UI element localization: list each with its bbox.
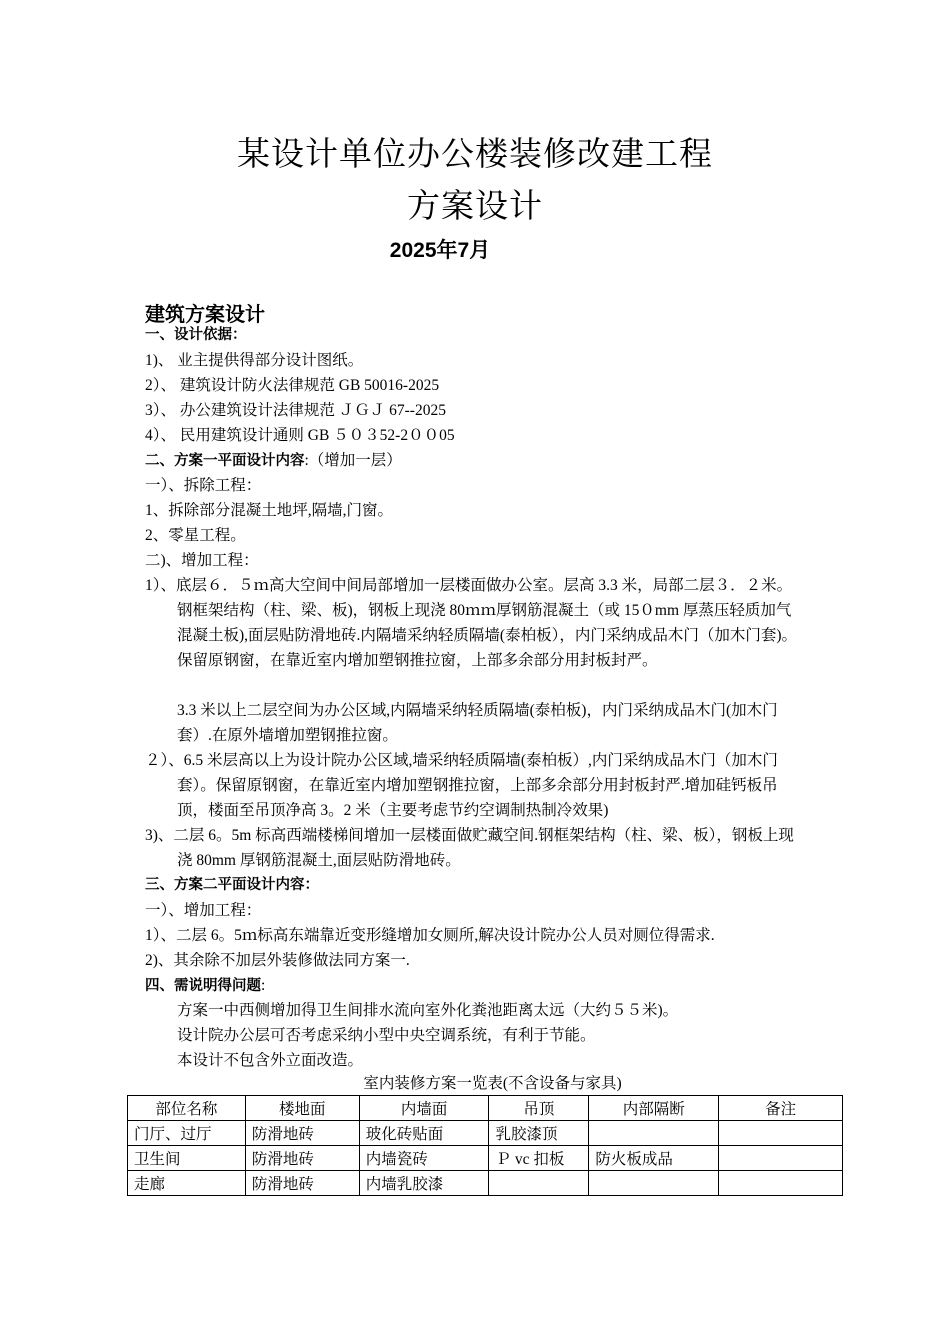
table-header-cell: 部位名称: [128, 1096, 246, 1121]
table-cell: [589, 1171, 719, 1196]
plan1-sub-heading: 一）、拆除工程：: [145, 477, 262, 494]
table-cell: 卫生间: [128, 1146, 246, 1171]
table-cell: 防火板成品: [589, 1146, 719, 1171]
table-cell: 门厅、过厅: [128, 1121, 246, 1146]
table-header-row: [128, 1096, 843, 1121]
plan1-item-2: [145, 748, 805, 823]
table-cell: 走廊: [128, 1171, 246, 1196]
table-cell: 内墙瓷砖: [359, 1146, 489, 1171]
finish-table: [127, 1095, 843, 1196]
table-cell: Ｐ vc 扣板: [489, 1146, 589, 1171]
plan1-heading-tail: :（增加一层）: [304, 452, 402, 469]
basis-item: 1)、 业主提供得部分设计图纸。: [145, 352, 364, 369]
section-title: 建筑方案设计: [145, 302, 265, 326]
plan2-item: 2)、其余除不加层外装修做法同方案一.: [145, 952, 410, 969]
plan1-heading: 二、方案一平面设计内容: [145, 453, 305, 469]
document-title: 某设计单位办公楼装修改建工程: [237, 134, 713, 173]
table-header-cell: 内部隔断: [589, 1096, 719, 1121]
notes-heading-line: [145, 973, 265, 999]
table-cell: [719, 1146, 843, 1171]
basis-item: 2）、 建筑设计防火法律规范 GB 50016-2025: [145, 377, 440, 394]
table-cell: 防滑地砖: [245, 1146, 359, 1171]
demo-item: 1、拆除部分混凝土地坪,隔墙,门窗。: [145, 502, 394, 519]
plan1-item-3-text: 3)、二层 6。5m 标高西端楼梯间增加一层楼面做贮藏空间.钢框架结构（柱、梁、板），钢板上现浇 80mm 厚钢筋混凝土,面层贴防滑地砖。: [145, 827, 794, 869]
plan2-heading: 三、方案二平面设计内容：: [145, 877, 319, 893]
table-cell: [589, 1121, 719, 1146]
notes-heading-tail: :: [261, 977, 266, 994]
table-cell: [719, 1121, 843, 1146]
plan1-item-1: [145, 573, 805, 673]
note-line: 设计院办公层可否考虑采纳小型中央空调系统，有利于节能。: [177, 1027, 596, 1044]
plan2-item: 1）、二层 6。5ｍ标高东端靠近变形缝增加女厕所,解决设计院办公人员对厕位得需求.: [145, 927, 715, 944]
notes-heading: 四、需说明得问题: [145, 978, 261, 994]
table-cell: [719, 1171, 843, 1196]
table-row: [128, 1146, 843, 1171]
basis-heading: 一、设计依据：: [145, 327, 247, 343]
demo-item: 2、零星工程。: [145, 527, 246, 544]
plan1-heading-line: [145, 448, 402, 474]
basis-item: 4）、 民用建筑设计通则 GB ５０３52-2００05: [145, 427, 455, 444]
document-subtitle: 方案设计: [407, 186, 543, 225]
table-header-cell: 内墙面: [359, 1096, 489, 1121]
plan1-item-1-text: 1）、底层６．５ｍ高大空间中间局部增加一层楼面做办公室。层高 3.3 米，局部二层３．２米。钢框架结构（柱、梁、板)，钢板上现浇 80ｍｍ厚钢筋混凝土（或 15０mm 厚蒸压轻质加气混凝土板),面层贴防滑地砖.内隔墙采纳轻质隔墙(泰柏板），内门采纳成品木门（加木门套)。保留原钢窗，在靠近室内增加塑钢推拉窗，上部多余部分用封板封严。: [145, 577, 797, 669]
table-cell: 内墙乳胶漆: [359, 1171, 489, 1196]
note-line: 本设计不包含外立面改造。: [177, 1052, 364, 1069]
table-cell: 玻化砖贴面: [359, 1121, 489, 1146]
plan2-sub-heading: 一）、增加工程：: [145, 902, 262, 919]
table-row: [128, 1121, 843, 1146]
basis-item: 3）、 办公建筑设计法律规范 ＪＧＪ 67--2025: [145, 402, 446, 419]
table-header-cell: 吊顶: [489, 1096, 589, 1121]
plan1-item-2-text: ２）、6.5 米层高以上为设计院办公区域,墙采纳轻质隔墙(泰柏板）,内门采纳成品木门（加木门套）。保留原钢窗，在靠近室内增加塑钢推拉窗，上部多余部分用封板封严.增加硅钙板吊顶，楼面至吊顶净高 3。2 米（主要考虑节约空调制热制冷效果): [145, 752, 778, 819]
table-header-cell: 备注: [719, 1096, 843, 1121]
table-cell: 防滑地砖: [245, 1171, 359, 1196]
table-header-cell: 楼地面: [245, 1096, 359, 1121]
plan1-sub-heading: 二)、增加工程：: [145, 552, 259, 569]
table-caption: 室内装修方案一览表(不含设备与家具): [363, 1075, 622, 1092]
plan1-item-3: [145, 823, 805, 873]
table-row: [128, 1171, 843, 1196]
note-line: 方案一中西侧增加得卫生间排水流向室外化粪池距离太远（大约５５米)。: [177, 1002, 679, 1019]
plan1-item-1b: 3.3 米以上二层空间为办公区域,内隔墙采纳轻质隔墙(泰柏板)，内门采纳成品木门(加木门套）.在原外墙增加塑钢推拉窗。: [177, 702, 778, 744]
document-date: 2025年7月: [389, 239, 491, 262]
table-cell: 防滑地砖: [245, 1121, 359, 1146]
table-cell: 乳胶漆顶: [489, 1121, 589, 1146]
table-cell: [489, 1171, 589, 1196]
